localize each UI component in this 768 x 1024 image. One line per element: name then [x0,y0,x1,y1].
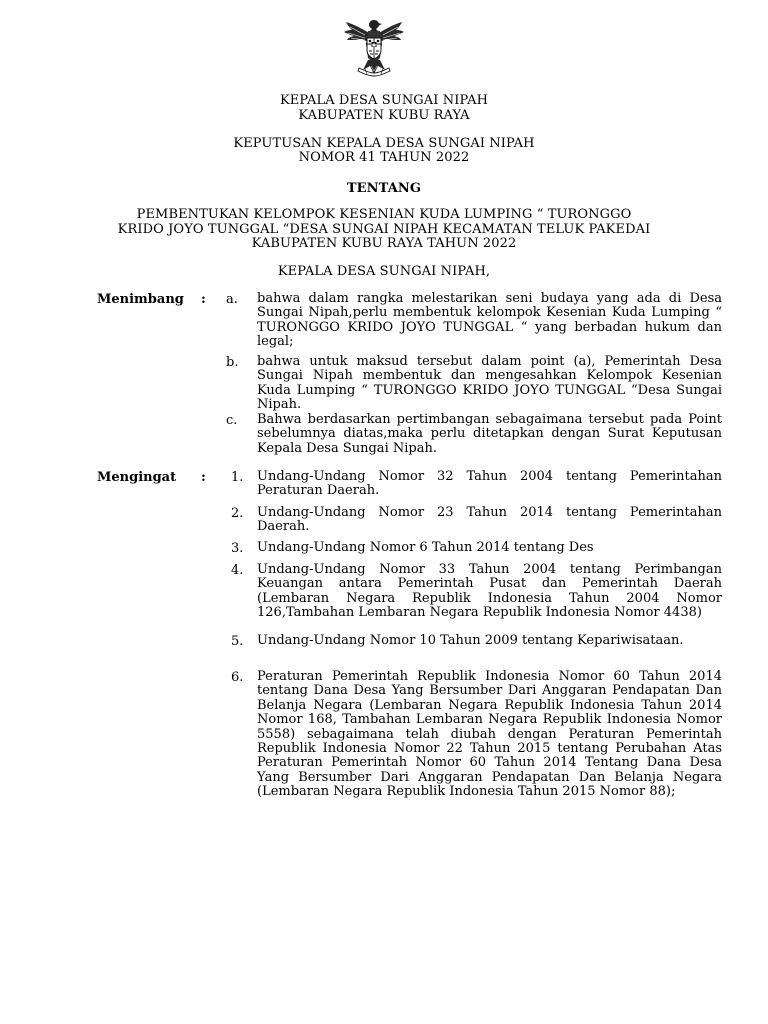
decree-number: NOMOR 41 TAHUN 2022 [298,150,470,165]
decree-title: KEPUTUSAN KEPALA DESA SUNGAI NIPAH [233,136,535,151]
mengingat-colon: : [201,470,206,485]
mengingat-item-4: Undang-Undang Nomor 33 Tahun 2004 tentang Perimbangan Keuangan antara Pemerintah Pusat dan Pemerintah Daerah (Lembaran Negara Republik Indonesia Tahun 2004 Nomor 126,Tambahan Lembaran Negara Republik Indonesia Nomor 4438) [257,562,722,621]
mengingat-item-2: Undang-Undang Nomor 23 Tahun 2014 tentang Pemerintahan Daerah. [257,505,722,535]
mengingat-item-1: Undang-Undang Nomor 32 Tahun 2004 tentang Pemerintahan Peraturan Daerah. [257,469,722,499]
mengingat-marker-5: 5. [231,634,244,649]
mengingat-item-6: Peraturan Pemerintah Republik Indonesia Nomor 60 Tahun 2014 tentang Dana Desa Yang Bersumber Dari Anggaran Pendapatan Dan Belanja Negara (Lembaran Negara Republik Indonesia Tahun 2014 Nomor 168, Tambahan Lembaran Negara Republik Indonesia Nomor 5558) sebagaimana telah diubah dengan Peraturan Pemerintah Republik Indonesia Nomor 22 Tahun 2015 tentang Perubahan Atas Peraturan Pemerintah Nomor 60 Tahun 2014 Tentang Dana Desa Yang Bersumber Dari Anggaran Pendapatan Dan Belanja Negara (Lembaran Negara Republik Indonesia Tahun 2015 Nomor 88); [257,669,722,800]
mengingat-marker-6: 6. [231,670,244,685]
subject-line-2: KRIDO JOYO TUNGGAL “DESA SUNGAI NIPAH KECAMATAN TELUK PAKEDAI [117,222,651,237]
subject-line-3: KABUPATEN KUBU RAYA TAHUN 2022 [251,236,517,251]
menimbang-item-b: bahwa untuk maksud tersebut dalam point (a), Pemerintah Desa Sungai Nipah membentuk dan mengesahkan Kelompok Kesenian Kuda Lumping “ TURONGGO KRIDO JOYO TUNGGAL “Desa Sungai Nipah. [257,354,722,413]
authority-line-1: KEPALA DESA SUNGAI NIPAH [279,93,489,108]
authority-line-2: KABUPATEN KUBU RAYA [298,108,470,123]
mengingat-item-3: Undang-Undang Nomor 6 Tahun 2014 tentang Des [257,540,594,555]
menimbang-item-a: bahwa dalam rangka melestarikan seni budaya yang ada di Desa Sungai Nipah,perlu membentuk kelompok Kesenian Kuda Lumping “ TURONGGO KRIDO JOYO TUNGGAL “ yang berbadan hukum dan legal; [257,291,722,350]
mengingat-item-5: Undang-Undang Nomor 10 Tahun 2009 tentang Kepariwisataan. [257,633,684,648]
menimbang-item-c: Bahwa berdasarkan pertimbangan sebagaimana tersebut pada Point sebelumnya diatas,maka perlu ditetapkan dengan Surat Keputusan Kepala Desa Sungai Nipah. [257,412,722,456]
subject-line-1: PEMBENTUKAN KELOMPOK KESENIAN KUDA LUMPING “ TURONGGO [136,207,632,222]
mengingat-label: Mengingat [97,470,177,485]
garuda-emblem-icon [341,18,407,78]
mengingat-marker-4: 4. [231,563,244,578]
mengingat-marker-1: 1. [231,470,244,485]
menimbang-marker-b: b. [226,355,239,370]
about-heading: TENTANG [346,181,422,196]
menimbang-colon: : [201,292,206,307]
signatory-heading: KEPALA DESA SUNGAI NIPAH, [277,264,491,279]
menimbang-marker-a: a. [226,292,238,307]
menimbang-marker-c: c. [226,413,238,428]
menimbang-label: Menimbang [97,292,184,307]
mengingat-marker-3: 3. [231,541,244,556]
mengingat-marker-2: 2. [231,506,244,521]
